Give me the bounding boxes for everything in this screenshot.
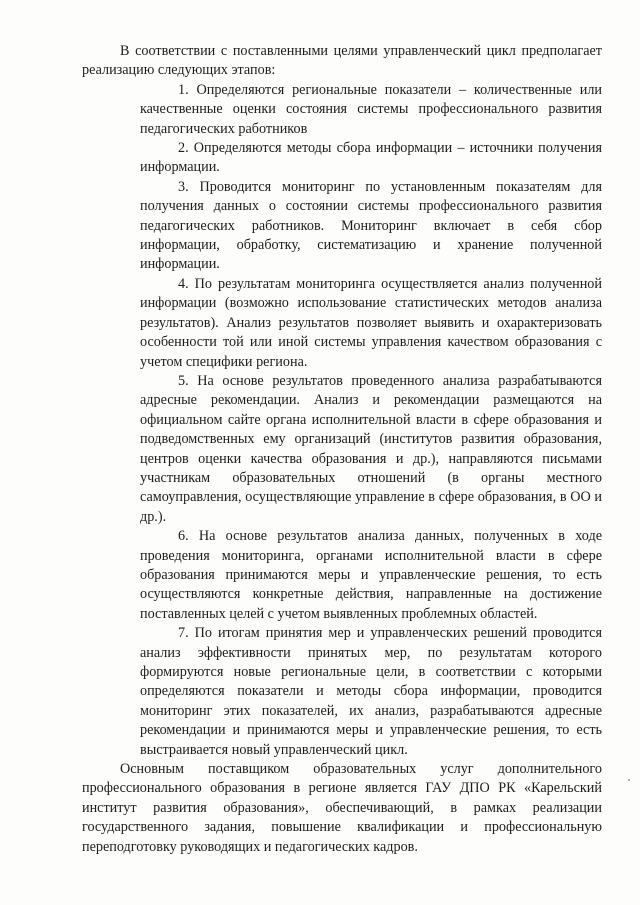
scan-speck bbox=[628, 779, 630, 781]
step-2-paragraph: 2. Определяются методы сбора информации – источники получения информации. bbox=[140, 140, 602, 176]
step-1-paragraph: 1. Определяются региональные показатели – количественные или качественные оценки состояния системы профессионального развития педагогических работников bbox=[140, 81, 602, 137]
step-6-paragraph: 6. На основе результатов анализа данных, полученных в ходе проведения мониторинга, органами исполнительной власти в сфере образования принимаются меры и управленческие решения, то есть осуществляются конкретные действия, направленные на достижение поставленных целей с учетом выявленных проблемных областей. bbox=[140, 528, 602, 622]
closing-paragraph: Основным поставщиком образовательных услуг дополнительного профессионального образования в регионе является ГАУ ДПО РК «Карельский институт развития образования», обеспечивающий, в рамках реализации государственного задания, повышение квалификации и профессиональную переподготовку руководящих и педагогических кадров. bbox=[82, 761, 602, 855]
step-3-paragraph: 3. Проводится мониторинг по установленным показателям для получения данных о состоянии системы профессионального развития педагогических работников. Мониторинг включает в себя сбор информации, обработку, систематизацию и хранение полученной информации. bbox=[140, 178, 602, 273]
document-body bbox=[82, 42, 602, 857]
intro-paragraph: В соответствии с поставленными целями управленческий цикл предполагает реализацию следующих этапов: bbox=[82, 43, 602, 79]
step-4-paragraph: 4. По результатам мониторинга осуществляется анализ полученной информации (возможно использование статистических методов анализа результатов). Анализ результатов позволяет выявить и охарактеризовать особенности той или иной системы управления качеством образования с учетом специфики региона. bbox=[140, 275, 602, 370]
step-5-paragraph: 5. На основе результатов проведенного анализа разрабатываются адресные рекомендации. Анализ и рекомендации размещаются на официальном сайте органа исполнительной власти в сфере образования и подведомственных ему организаций (институтов развития образования, центров оценки качества образования и др.), направляются письмами участникам образовательных отношений (в органы местного самоуправления, осуществляющие управление в сфере образования, в ОО и др.). bbox=[140, 372, 602, 525]
step-7-paragraph: 7. По итогам принятия мер и управленческих решений проводится анализ эффективности принятых мер, по результатам которого формируются новые региональные цели, в соответствии с которыми определяются показатели и методы сбора информации, проводится мониторинг этих показателей, их анализ, разрабатываются адресные рекомендации и принимаются меры и управленческие решения, то есть выстраивается новый управленческий цикл. bbox=[140, 625, 602, 758]
